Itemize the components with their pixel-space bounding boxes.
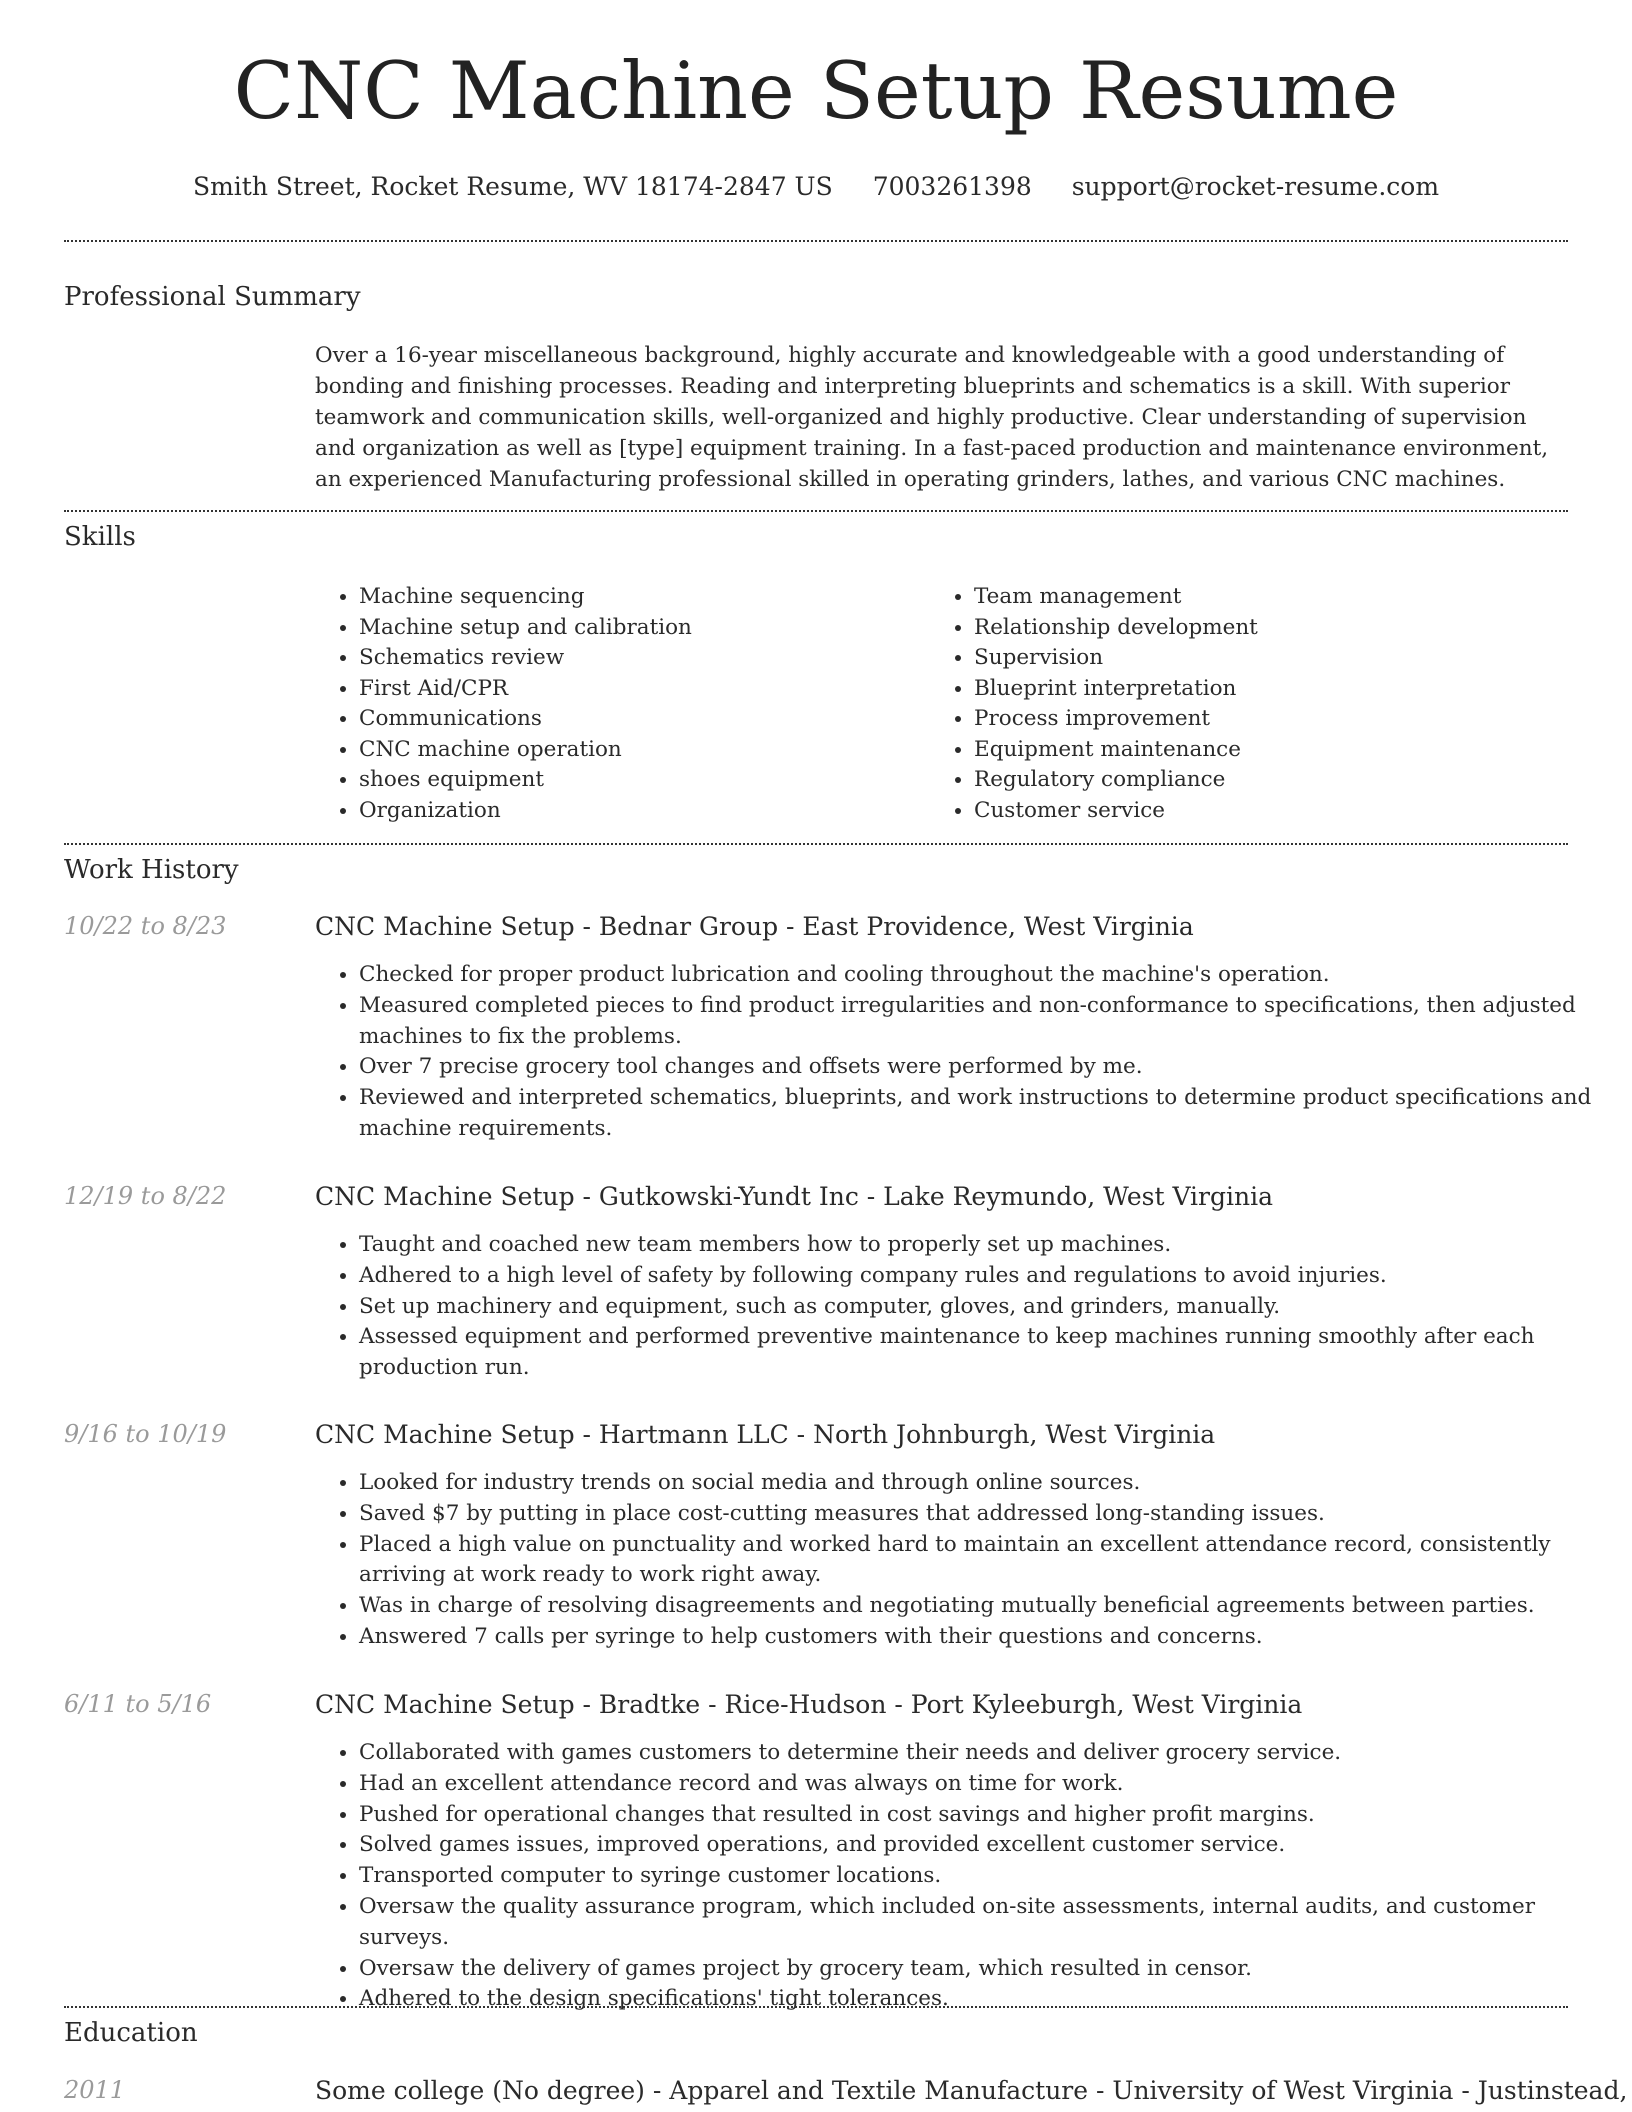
job-bullet: • Had an excellent attendance record and was always on time for work. xyxy=(359,1769,1609,1800)
job-bullet: • Collaborated with games customers to determine their needs and deliver grocery service. xyxy=(359,1738,1609,1769)
divider xyxy=(64,843,1568,845)
job-bullet: • Adhered to a high level of safety by following company rules and regulations to avoid injuries. xyxy=(359,1261,1609,1292)
section-title-education: Education xyxy=(64,2018,198,2048)
contact-address: Smith Street, Rocket Resume, WV 18174-2847 US xyxy=(192,172,833,201)
skill-item: • Machine sequencing xyxy=(359,582,692,613)
job-bullet: • Checked for proper product lubrication and cooling throughout the machine's operation. xyxy=(359,960,1609,991)
job-bullets xyxy=(315,960,1609,1145)
job-bullets xyxy=(315,1468,1609,1653)
skill-item: • Process improvement xyxy=(974,704,1258,735)
resume-title: CNC Machine Setup Resume xyxy=(233,45,1399,137)
job-heading: CNC Machine Setup - Bednar Group - East Providence, West Virginia xyxy=(315,912,1194,941)
job-bullet: • Adhered to the design specifications' tight tolerances. xyxy=(359,1984,1609,2015)
job-bullet: • Measured completed pieces to find product irregularities and non-conformance to specifications, then adjusted machines to fix the problems. xyxy=(359,991,1609,1053)
skill-item: • CNC machine operation xyxy=(359,735,692,766)
skill-item: • Blueprint interpretation xyxy=(974,674,1258,705)
job-bullet: • Solved games issues, improved operations, and provided excellent customer service. xyxy=(359,1830,1609,1861)
education-year: 2011 xyxy=(64,2076,126,2104)
job-bullet: • Taught and coached new team members how to properly set up machines. xyxy=(359,1230,1609,1261)
skill-item: • Communications xyxy=(359,704,692,735)
job-bullet: • Oversaw the quality assurance program, which included on-site assessments, internal audits, and customer surveys. xyxy=(359,1892,1609,1954)
job-heading: CNC Machine Setup - Bradtke - Rice-Hudson - Port Kyleeburgh, West Virginia xyxy=(315,1690,1303,1719)
job-bullet: • Looked for industry trends on social media and through online sources. xyxy=(359,1468,1609,1499)
contact-phone: 7003261398 xyxy=(872,172,1032,201)
job-bullet: • Oversaw the delivery of games project by grocery team, which resulted in censor. xyxy=(359,1954,1609,1985)
job-dates: 12/19 to 8/22 xyxy=(64,1182,227,1210)
job-bullet: • Assessed equipment and performed preventive maintenance to keep machines running smoothly after each production run. xyxy=(359,1322,1609,1384)
job-bullet: • Reviewed and interpreted schematics, blueprints, and work instructions to determine product specifications and machine requirements. xyxy=(359,1083,1609,1145)
divider xyxy=(64,2006,1568,2008)
divider xyxy=(64,510,1568,512)
job-dates: 6/11 to 5/16 xyxy=(64,1690,212,1718)
skills-list-right xyxy=(930,582,1258,826)
job-bullet: • Saved $7 by putting in place cost-cutting measures that addressed long-standing issues. xyxy=(359,1499,1609,1530)
job-bullet: • Set up machinery and equipment, such as computer, gloves, and grinders, manually. xyxy=(359,1292,1609,1323)
summary-text: Over a 16-year miscellaneous background, highly accurate and knowledgeable with a good understanding of bonding and finishing processes. Reading and interpreting blueprints and schematics is a skill. With superior teamwork and communication skills, well-organized and highly productive. Clear understanding of supervision and organization as well as [type] equipment training. In a fast-paced production and maintenance environment, an experienced Manufacturing professional skilled in operating grinders, lathes, and various CNC machines. xyxy=(315,343,1549,492)
divider xyxy=(64,240,1568,242)
job-dates: 10/22 to 8/23 xyxy=(64,912,227,940)
skill-item: • Relationship development xyxy=(974,613,1258,644)
skill-item: • Machine setup and calibration xyxy=(359,613,692,644)
job-bullets xyxy=(315,1738,1609,2015)
contact-email: support@rocket-resume.com xyxy=(1071,172,1440,201)
job-bullet: • Answered 7 calls per syringe to help customers with their questions and concerns. xyxy=(359,1622,1609,1653)
job-heading: CNC Machine Setup - Hartmann LLC - North Johnburgh, West Virginia xyxy=(315,1420,1216,1449)
section-title-skills: Skills xyxy=(64,522,136,552)
job-bullet: • Placed a high value on punctuality and worked hard to maintain an excellent attendance record, consistently arriving at work ready to work right away. xyxy=(359,1530,1609,1592)
skills-list-left xyxy=(315,582,692,826)
skill-item: • Customer service xyxy=(974,796,1258,827)
job-bullet: • Was in charge of resolving disagreements and negotiating mutually beneficial agreements between parties. xyxy=(359,1591,1609,1622)
skill-item: • Schematics review xyxy=(359,643,692,674)
education-heading: Some college (No degree) - Apparel and Textile Manufacture - University of West Virginia - Justinstead, xyxy=(315,2076,1628,2105)
job-heading: CNC Machine Setup - Gutkowski-Yundt Inc - Lake Reymundo, West Virginia xyxy=(315,1182,1274,1211)
skill-item: • Supervision xyxy=(974,643,1258,674)
skill-item: • Organization xyxy=(359,796,692,827)
job-dates: 9/16 to 10/19 xyxy=(64,1420,227,1448)
contact-line xyxy=(0,172,1632,201)
job-bullet: • Over 7 precise grocery tool changes and offsets were performed by me. xyxy=(359,1052,1609,1083)
skill-item: • Regulatory compliance xyxy=(974,765,1258,796)
job-bullet: • Pushed for operational changes that resulted in cost savings and higher profit margins. xyxy=(359,1800,1609,1831)
skill-item: • Equipment maintenance xyxy=(974,735,1258,766)
skill-item: • First Aid/CPR xyxy=(359,674,692,705)
section-title-summary: Professional Summary xyxy=(64,282,361,312)
section-title-work: Work History xyxy=(64,855,239,885)
job-bullets xyxy=(315,1230,1609,1384)
job-bullet: • Transported computer to syringe customer locations. xyxy=(359,1861,1609,1892)
skill-item: • shoes equipment xyxy=(359,765,692,796)
skill-item: • Team management xyxy=(974,582,1258,613)
